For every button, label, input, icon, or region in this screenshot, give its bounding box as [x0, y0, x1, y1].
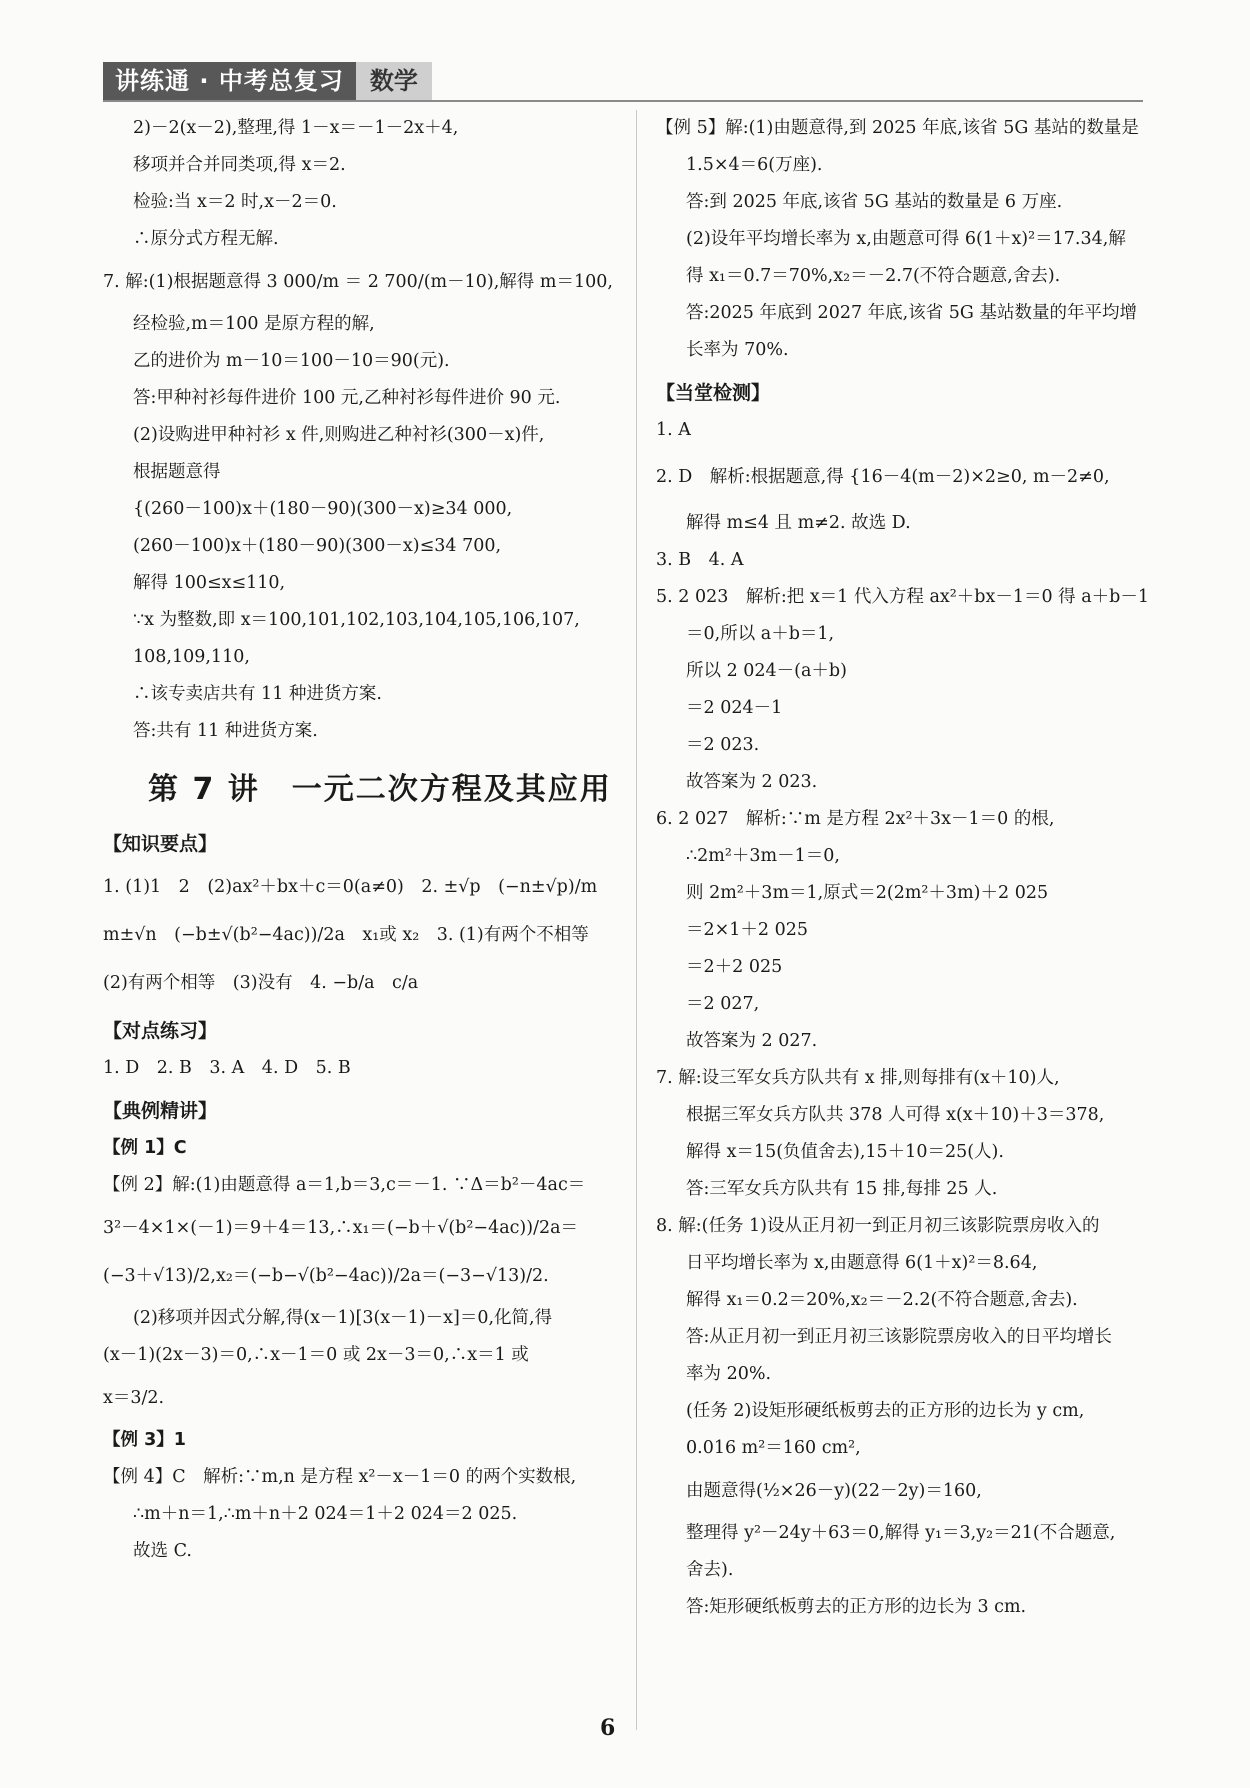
- section-heading-check: 【当堂检测】: [656, 382, 771, 404]
- text-line: 由题意得(½×26－y)(22－2y)＝160,: [686, 1481, 982, 1501]
- text-line: 0.016 m²＝160 cm²,: [686, 1438, 861, 1458]
- text-line: 故选 C.: [133, 1541, 192, 1561]
- text-line: (2)移项并因式分解,得(x－1)[3(x－1)－x]＝0,化简,得: [133, 1308, 553, 1328]
- text-line: 解得 x₁＝0.2＝20%,x₂＝－2.2(不符合题意,舍去).: [686, 1290, 1078, 1310]
- text-line: ∴2m²＋3m－1＝0,: [686, 846, 840, 866]
- text-line: (任务 2)设矩形硬纸板剪去的正方形的边长为 y cm,: [686, 1401, 1085, 1421]
- header-divider: [103, 100, 1143, 102]
- text-line: 答:甲种衬衫每件进价 100 元,乙种衬衫每件进价 90 元.: [133, 388, 561, 408]
- text-line: 答:2025 年底到 2027 年底,该省 5G 基站数量的年平均增: [686, 303, 1137, 323]
- practice-answers: 1. D 2. B 3. A 4. D 5. B: [103, 1058, 351, 1078]
- page-number: 6: [600, 1715, 616, 1741]
- text-line: 整理得 y²－24y＋63＝0,解得 y₁＝3,y₂＝21(不合题意,: [686, 1523, 1116, 1543]
- text-line: 解得 100≤x≤110,: [133, 573, 286, 593]
- text-line: 2. D 解析:根据题意,得 {16－4(m－2)×2≥0, m－2≠0,: [656, 467, 1110, 487]
- text-line: ＝2 024－1: [686, 698, 783, 718]
- text-line: 所以 2 024－(a＋b): [686, 661, 847, 681]
- text-line: 【例 4】C 解析:∵m,n 是方程 x²－x－1＝0 的两个实数根,: [103, 1467, 577, 1487]
- text-line: 5. 2 023 解析:把 x＝1 代入方程 ax²＋bx－1＝0 得 a＋b－1: [656, 587, 1149, 607]
- text-line: 答:共有 11 种进货方案.: [133, 721, 318, 741]
- text-line: 长率为 70%.: [686, 340, 789, 360]
- text-line: 故答案为 2 027.: [686, 1031, 818, 1051]
- text-line: 舍去).: [686, 1560, 734, 1580]
- text-line: 答:到 2025 年底,该省 5G 基站的数量是 6 万座.: [686, 192, 1063, 212]
- text-line: 答:矩形硬纸板剪去的正方形的边长为 3 cm.: [686, 1597, 1027, 1617]
- text-line: ＝2＋2 025: [686, 957, 783, 977]
- text-line: 3. B 4. A: [656, 550, 744, 570]
- text-line: 7. 解:(1)根据题意得 3 000/m ＝ 2 700/(m－10),解得 m＝100,: [103, 272, 613, 292]
- subject-label: 数学: [356, 62, 432, 100]
- text-line: ∴m＋n＝1,∴m＋n＋2 024＝1＋2 024＝2 025.: [133, 1504, 518, 1524]
- text-line: 1. (1)1 2 (2)ax²＋bx＋c＝0(a≠0) 2. ±√p (−n±√p)/m: [103, 877, 598, 897]
- text-line: 7. 解:设三军女兵方队共有 x 排,则每排有(x＋10)人,: [656, 1068, 1060, 1088]
- text-line: 2)－2(x－2),整理,得 1－x＝－1－2x＋4,: [133, 118, 459, 138]
- text-line: (2)有两个相等 (3)没有 4. −b/a c/a: [103, 973, 419, 993]
- text-line: 经检验,m＝100 是原方程的解,: [133, 314, 375, 334]
- text-line: ∴原分式方程无解.: [133, 229, 279, 249]
- text-line: 3²－4×1×(－1)＝9＋4＝13,∴x₁＝(−b＋√(b²−4ac))/2a＝: [103, 1218, 579, 1238]
- text-line: x＝3/2.: [103, 1388, 165, 1408]
- text-line: (260－100)x＋(180－90)(300－x)≤34 700,: [133, 536, 502, 556]
- text-line: ∵x 为整数,即 x＝100,101,102,103,104,105,106,107,: [133, 610, 580, 630]
- chapter-title: 第 7 讲 一元二次方程及其应用: [148, 772, 612, 807]
- text-line: 【例 1】C: [103, 1138, 187, 1158]
- section-heading-examples: 【典例精讲】: [103, 1100, 218, 1122]
- text-line: ＝2×1＋2 025: [686, 920, 809, 940]
- left-column: [103, 110, 623, 1570]
- text-line: 故答案为 2 023.: [686, 772, 818, 792]
- text-line: 【例 3】1: [103, 1430, 186, 1450]
- text-line: ＝0,所以 a＋b＝1,: [686, 624, 835, 644]
- text-line: 检验:当 x＝2 时,x－2＝0.: [133, 192, 337, 212]
- text-line: 则 2m²＋3m＝1,原式＝2(2m²＋3m)＋2 025: [686, 883, 1049, 903]
- text-line: 得 x₁＝0.7＝70%,x₂＝－2.7(不符合题意,舍去).: [686, 266, 1061, 286]
- text-line: 乙的进价为 m－10＝100－10＝90(元).: [133, 351, 450, 371]
- text-line: 【例 2】解:(1)由题意得 a＝1,b＝3,c＝－1. ∵Δ＝b²－4ac＝: [103, 1175, 586, 1195]
- text-line: 日平均增长率为 x,由题意得 6(1＋x)²＝8.64,: [686, 1253, 1038, 1273]
- right-column: [656, 110, 1156, 1626]
- text-line: (−3＋√13)/2,x₂＝(−b−√(b²−4ac))/2a＝(−3−√13)/2.: [103, 1266, 549, 1286]
- text-line: (2)设购进甲种衬衫 x 件,则购进乙种衬衫(300－x)件,: [133, 425, 545, 445]
- series-title: 讲练通 · 中考总复习: [103, 62, 356, 100]
- text-line: {(260－100)x＋(180－90)(300－x)≥34 000,: [133, 499, 513, 519]
- text-line: 移项并合并同类项,得 x＝2.: [133, 155, 346, 175]
- text-line: 108,109,110,: [133, 647, 250, 667]
- text-line: ＝2 027,: [686, 994, 760, 1014]
- text-line: (2)设年平均增长率为 x,由题意可得 6(1＋x)²＝17.34,解: [686, 229, 1126, 249]
- section-heading-knowledge: 【知识要点】: [103, 833, 218, 855]
- text-line: (x－1)(2x－3)＝0,∴x－1＝0 或 2x－3＝0,∴x＝1 或: [103, 1345, 529, 1365]
- text-line: ＝2 023.: [686, 735, 760, 755]
- text-line: 答:三军女兵方队共有 15 排,每排 25 人.: [686, 1179, 998, 1199]
- column-divider: [636, 110, 637, 1730]
- text-line: ∴该专卖店共有 11 种进货方案.: [133, 684, 382, 704]
- text-line: 答:从正月初一到正月初三该影院票房收入的日平均增长: [686, 1327, 1112, 1347]
- text-line: 6. 2 027 解析:∵m 是方程 2x²＋3x－1＝0 的根,: [656, 809, 1055, 829]
- section-heading-practice: 【对点练习】: [103, 1020, 218, 1042]
- text-line: 率为 20%.: [686, 1364, 772, 1384]
- text-line: 【例 5】解:(1)由题意得,到 2025 年底,该省 5G 基站的数量是: [656, 118, 1139, 138]
- text-line: 根据题意得: [133, 462, 221, 482]
- text-line: 1. A: [656, 420, 691, 440]
- text-line: 8. 解:(任务 1)设从正月初一到正月初三该影院票房收入的: [656, 1216, 1100, 1236]
- text-line: m±√n (−b±√(b²−4ac))/2a x₁或 x₂ 3. (1)有两个不相等: [103, 925, 589, 945]
- page-header: [103, 62, 432, 100]
- text-line: 解得 x＝15(负值舍去),15＋10＝25(人).: [686, 1142, 1004, 1162]
- text-line: 1.5×4＝6(万座).: [686, 155, 823, 175]
- text-line: 解得 m≤4 且 m≠2. 故选 D.: [686, 513, 911, 533]
- text-line: 根据三军女兵方队共 378 人可得 x(x＋10)＋3＝378,: [686, 1105, 1105, 1125]
